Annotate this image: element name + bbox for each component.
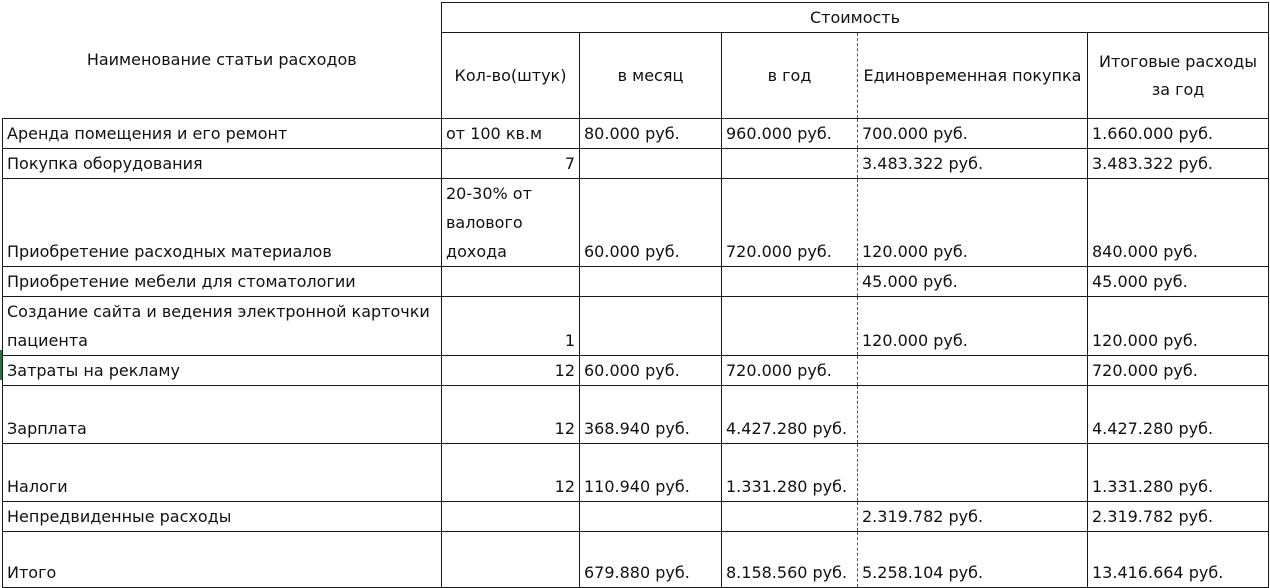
cell-name[interactable]: Зарплата (3, 386, 442, 444)
cell-one-time[interactable]: 700.000 руб. (858, 119, 1088, 149)
header-per-month[interactable]: в месяц (580, 33, 722, 119)
header-total-year[interactable]: Итоговые расходы за год (1088, 33, 1269, 119)
cell-one-time[interactable]: 120.000 руб. (858, 297, 1088, 356)
cell-year[interactable] (722, 297, 858, 356)
cell-one-time[interactable] (858, 444, 1088, 502)
cell-year[interactable] (722, 267, 858, 297)
cell-year[interactable]: 960.000 руб. (722, 119, 858, 149)
expense-table (2, 2, 1269, 588)
cell-month[interactable]: 60.000 руб. (580, 356, 722, 386)
cell-month[interactable] (580, 502, 722, 532)
table-row (3, 356, 1269, 386)
cell-total[interactable]: 120.000 руб. (1088, 297, 1269, 356)
table-row (3, 267, 1269, 297)
cell-total[interactable]: 13.416.664 руб. (1088, 532, 1269, 588)
cell-name[interactable]: Приобретение расходных материалов (3, 179, 442, 267)
cell-name[interactable]: Покупка оборудования (3, 149, 442, 179)
table-row (3, 119, 1269, 149)
cell-name[interactable]: Приобретение мебели для стоматологии (3, 267, 442, 297)
cell-qty[interactable]: от 100 кв.м (442, 119, 580, 149)
cell-total[interactable]: 840.000 руб. (1088, 179, 1269, 267)
cell-qty[interactable] (442, 502, 580, 532)
cell-total[interactable]: 1.660.000 руб. (1088, 119, 1269, 149)
cell-total[interactable]: 720.000 руб. (1088, 356, 1269, 386)
cell-month[interactable]: 60.000 руб. (580, 179, 722, 267)
cell-month[interactable]: 80.000 руб. (580, 119, 722, 149)
cell-one-time[interactable]: 3.483.322 руб. (858, 149, 1088, 179)
cell-qty[interactable] (442, 267, 580, 297)
table-row-total (3, 532, 1269, 588)
cell-year[interactable]: 1.331.280 руб. (722, 444, 858, 502)
cell-qty[interactable]: 12 (442, 444, 580, 502)
header-cost-group[interactable]: Стоимость (442, 3, 1269, 33)
cell-total[interactable]: 2.319.782 руб. (1088, 502, 1269, 532)
cell-month[interactable] (580, 267, 722, 297)
cell-month[interactable]: 679.880 руб. (580, 532, 722, 588)
cell-one-time[interactable]: 45.000 руб. (858, 267, 1088, 297)
cell-one-time[interactable]: 2.319.782 руб. (858, 502, 1088, 532)
cell-year[interactable]: 720.000 руб. (722, 356, 858, 386)
table-row (3, 502, 1269, 532)
cell-one-time[interactable]: 5.258.104 руб. (858, 532, 1088, 588)
cell-year[interactable] (722, 149, 858, 179)
cell-qty[interactable]: 12 (442, 386, 580, 444)
table-row (3, 179, 1269, 267)
table-row (3, 297, 1269, 356)
cell-year[interactable]: 8.158.560 руб. (722, 532, 858, 588)
cell-qty[interactable]: 12 (442, 356, 580, 386)
header-per-year[interactable]: в год (722, 33, 858, 119)
header-quantity[interactable]: Кол-во(штук) (442, 33, 580, 119)
cell-name[interactable]: Создание сайта и ведения электронной карточки пациента (3, 297, 442, 356)
cell-total[interactable]: 1.331.280 руб. (1088, 444, 1269, 502)
cell-qty[interactable]: 20-30% от валового дохода (442, 179, 580, 267)
table-row (3, 149, 1269, 179)
cell-one-time[interactable] (858, 356, 1088, 386)
cell-name[interactable]: Налоги (3, 444, 442, 502)
cell-month[interactable] (580, 149, 722, 179)
cell-qty[interactable]: 1 (442, 297, 580, 356)
cell-name[interactable]: Аренда помещения и его ремонт (3, 119, 442, 149)
cell-one-time[interactable] (858, 386, 1088, 444)
cell-qty[interactable]: 7 (442, 149, 580, 179)
cell-year[interactable]: 720.000 руб. (722, 179, 858, 267)
cell-qty[interactable] (442, 532, 580, 588)
table-row (3, 386, 1269, 444)
cell-name[interactable]: Затраты на рекламу (3, 356, 442, 386)
header-expense-name[interactable]: Наименование статьи расходов (3, 3, 442, 119)
header-one-time[interactable]: Единовременная покупка (858, 33, 1088, 119)
cell-name[interactable]: Непредвиденные расходы (3, 502, 442, 532)
cell-year[interactable] (722, 502, 858, 532)
cell-month[interactable]: 368.940 руб. (580, 386, 722, 444)
cell-name[interactable]: Итого (3, 532, 442, 588)
cell-one-time[interactable]: 120.000 руб. (858, 179, 1088, 267)
table-row (3, 444, 1269, 502)
cell-total[interactable]: 45.000 руб. (1088, 267, 1269, 297)
cell-total[interactable]: 3.483.322 руб. (1088, 149, 1269, 179)
cell-month[interactable]: 110.940 руб. (580, 444, 722, 502)
cell-total[interactable]: 4.427.280 руб. (1088, 386, 1269, 444)
cell-month[interactable] (580, 297, 722, 356)
cell-year[interactable]: 4.427.280 руб. (722, 386, 858, 444)
